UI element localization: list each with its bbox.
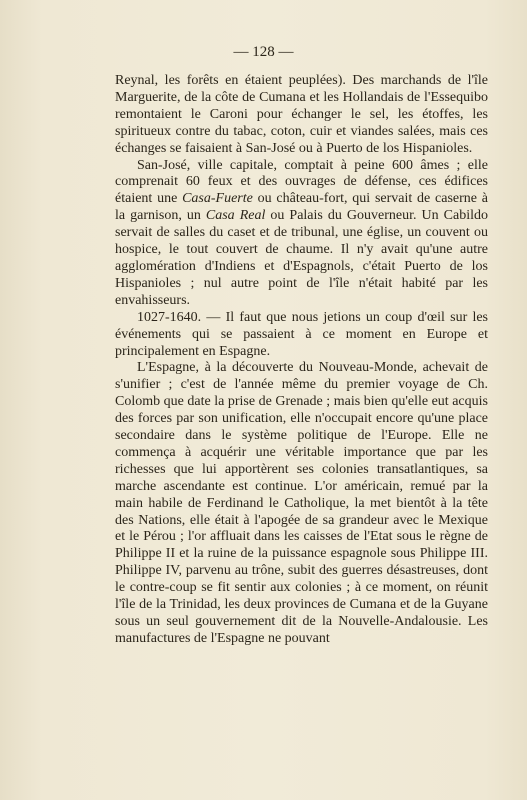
paragraph-3 [115,310,488,361]
paragraph-text: ou château-fort, qui servait de caserne à la garnison, un [115,191,488,224]
paragraph-text: L'Espagne, à la découverte du Nouveau-Monde, achevait de s'unifier ; c'est de l'année même du premier voyage de Ch. Colomb que date la prise de Grenade ; mais bien qu'elle eut acquis des forces par son unification, elle n'occupait encore qu'une place secondaire dans le système politique de l'Europe. Elle ne commença à acquérir une véritable importance que par les richesses que lui apportèrent ses colonies transatlantiques, sa marche ascendante est continue. L'or américain, remué par la main habile de Ferdinand le Catholique, la met bientôt à la tête des Nations, elle était à l'apogée de sa grandeur avec le Mexique et le Pérou ; l'or affluait dans les caisses de l'Etat sous le règne de Philippe II et la ruine de la puissance espagnole sous Philippe III. Philippe IV, parvenu au trône, subit des guerres désastreuses, dont le contre-coup se fit sentir aux colonies ; à ce moment, on réunit l'île de la Trinidad, les deux provinces de Cumana et de la Guyane sous un seul gouvernement dit de la Nouvelle-Andalousie. Les manufactures de l'Espagne ne pouvant [115,360,488,646]
paragraph-4 [115,360,488,647]
page-number: — 128 — [233,44,294,60]
body-text [115,73,488,648]
paragraph-text: San-José, ville capitale, comptait à peine 600 âmes ; elle comprenait 60 feux et des ouvrages de défense, ces édifices étaient une [115,157,488,207]
paragraph-text: ou Palais du Gouverneur. Un Cabildo servait de salles du caset et de tribunal, une église, un couvent ou hospice, le tout couvert de chaume. Il n'y avait qu'une autre agglomération d'Indiens et d'Espagnols, c'était Puerto de los Hispanioles ; nul autre point de l'île n'était habité par les envahisseurs. [115,208,488,308]
paragraph-text: 1027-1640. — Il faut que nous jetions un coup d'œil sur les événements qui se passaient à ce moment en Europe et principalement en Espagne. [115,309,488,359]
italic-term: Casa Real [205,208,266,224]
paragraph-text: Reynal, les forêts en étaient peuplées). Des marchands de l'île Marguerite, de la côte de Cumana et les Hollandais de l'Essequibo remontaient le Caroni pour échanger le sel, les étoffes, les spiritueux contre du tabac, coton, cuir et viandes salées, mais ces échanges se faisaient à San-José ou à Puerto de los Hispanioles. [115,73,488,156]
paragraph-1 [115,73,488,158]
paragraph-2 [115,158,488,310]
italic-term: Casa-Fuerte [182,191,253,207]
